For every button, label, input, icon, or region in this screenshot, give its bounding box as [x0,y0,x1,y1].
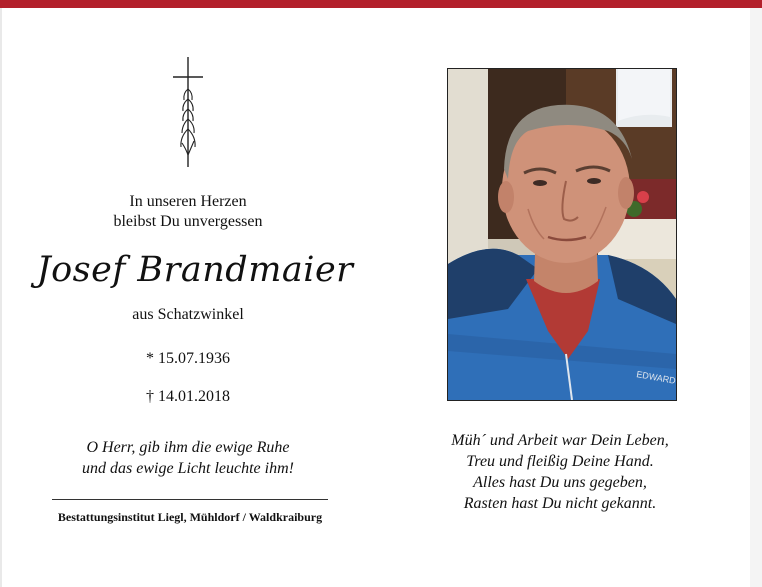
poem-line-4: Rasten hast Du nicht gekannt. [463,495,657,512]
cross-with-wheat-icon [170,55,206,169]
poem-line-2: Treu und fleißig Deine Hand. [466,453,654,470]
jacket-brand-text: EDWARD [635,369,676,386]
poem-line-3: Alles hast Du uns gegeben, [473,474,647,491]
verse-line-2: bleibst Du unvergessen [113,213,263,230]
place-of-origin: aus Schatzwinkel [132,306,244,323]
prayer-line-2: und das ewige Licht leuchte ihm! [82,460,294,477]
death-date: † 14.01.2018 [146,388,230,405]
card-left-edge [0,8,2,587]
top-color-band [0,0,762,8]
birth-date: * 15.07.1936 [146,350,230,367]
divider-line [52,499,328,500]
prayer-line-1: O Herr, gib ihm die ewige Ruhe [86,439,290,456]
portrait-photo [447,68,677,401]
deceased-name: Josef Brandmaier [36,250,354,290]
funeral-home-credit: Bestattungsinstitut Liegl, Mühldorf / Waldkraiburg [57,510,323,524]
poem-line-1: Müh´ und Arbeit war Dein Leben, [451,432,669,449]
card-right-edge [750,8,762,587]
verse-line-1: In unseren Herzen [129,193,247,210]
